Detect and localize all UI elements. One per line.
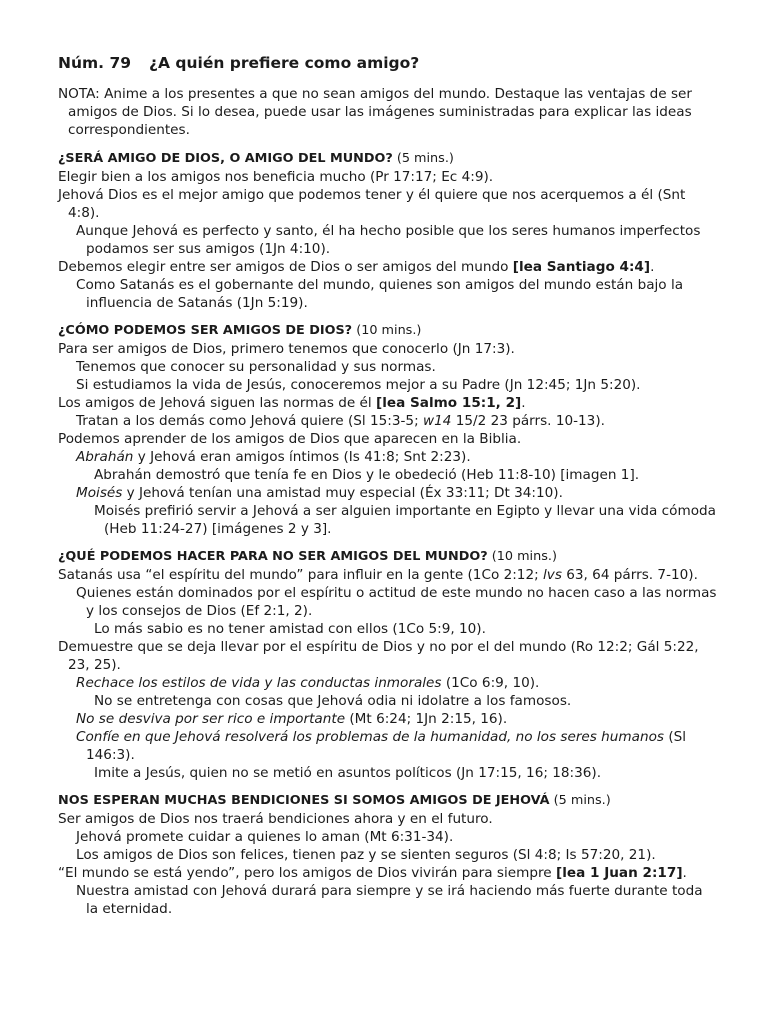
outline-number: Núm. 79	[58, 54, 132, 72]
point-text: .	[650, 259, 655, 275]
point: Para ser amigos de Dios, primero tenemos que conocerlo (Jn 17:3).	[58, 341, 515, 357]
point-text: (Sl 146:3).	[86, 729, 687, 763]
section-heading-text: ¿CÓMO PODEMOS SER AMIGOS DE DIOS?	[58, 323, 353, 338]
point-text: (Mt 6:24; 1Jn 2:15, 16).	[345, 711, 508, 727]
point: Jehová Dios es el mejor amigo que podemos tener y él quiere que nos acerquemos a él (Snt 4:8).	[58, 187, 686, 221]
section-3	[58, 548, 718, 782]
point-text: y Jehová eran amigos íntimos (Is 41:8; Snt 2:23).	[133, 449, 471, 465]
point-text: Los amigos de Jehová siguen las normas de él	[58, 395, 377, 411]
section-4	[58, 792, 718, 918]
section-time: (5 mins.)	[553, 793, 611, 808]
subpoint: Jehová promete cuidar a quienes lo aman (Mt 6:31-34).	[76, 829, 454, 845]
point: Podemos aprender de los amigos de Dios que aparecen en la Biblia.	[58, 431, 522, 447]
point-text: Tratan a los demás como Jehová quiere (Sl 15:3-5;	[76, 413, 423, 429]
point: Ser amigos de Dios nos traerá bendiciones ahora y en el futuro.	[58, 811, 493, 827]
publication-ref: lvs	[543, 567, 562, 583]
section-heading-text: ¿SERÁ AMIGO DE DIOS, O AMIGO DEL MUNDO?	[58, 151, 393, 166]
point	[58, 258, 718, 276]
subpoint: Nuestra amistad con Jehová durará para siempre y se irá haciendo más fuerte durante toda la eternidad.	[76, 883, 703, 917]
page-title	[58, 54, 718, 72]
subpoint	[58, 710, 718, 728]
outline-page	[58, 54, 718, 918]
section-time: (5 mins.)	[396, 151, 454, 166]
subpoint	[58, 728, 718, 764]
outline-title: ¿A quién prefiere como amigo?	[149, 54, 420, 72]
point-text: (1Co 6:9, 10).	[441, 675, 540, 691]
point-text: Debemos elegir entre ser amigos de Dios o ser amigos del mundo	[58, 259, 513, 275]
subpoint: Aunque Jehová es perfecto y santo, él ha hecho posible que los seres humanos imperfectos podamos ser sus amigos (1Jn 4:10).	[76, 223, 701, 257]
section-heading	[58, 322, 718, 340]
point: Demuestre que se deja llevar por el espíritu de Dios y no por el del mundo (Ro 12:2; Gál 5:22, 23, 25).	[58, 639, 699, 673]
point: Elegir bien a los amigos nos beneficia mucho (Pr 17:17; Ec 4:9).	[58, 169, 494, 185]
point	[58, 864, 718, 882]
point	[58, 394, 718, 412]
subpoint	[58, 674, 718, 692]
section-heading	[58, 548, 718, 566]
italic-text: Confíe en que Jehová resolverá los problemas de la humanidad, no los seres humanos	[76, 729, 664, 745]
sub-subpoint: Abrahán demostró que tenía fe en Dios y le obedeció (Heb 11:8-10) [imagen 1].	[94, 467, 640, 483]
point-text: 63, 64 párrs. 7-10).	[561, 567, 698, 583]
italic-name: Abrahán	[76, 449, 134, 465]
note-paragraph: NOTA: Anime a los presentes a que no sean amigos del mundo. Destaque las ventajas de ser amigos de Dios. Si lo desea, puede usar las imágenes suministradas para explicar las ideas correspondientes.	[58, 86, 692, 138]
sub-subpoint: Imite a Jesús, quien no se metió en asuntos políticos (Jn 17:15, 16; 18:36).	[94, 765, 602, 781]
section-heading	[58, 792, 718, 810]
section-time: (10 mins.)	[491, 549, 557, 564]
point-text: 15/2 23 párrs. 10-13).	[451, 413, 605, 429]
point-text: Satanás usa “el espíritu del mundo” para influir en la gente (1Co 2:12;	[58, 567, 544, 583]
subpoint	[58, 412, 718, 430]
point-text: .	[521, 395, 526, 411]
italic-text: No se desviva por ser rico e importante	[76, 711, 346, 727]
publication-ref: w14	[422, 413, 452, 429]
italic-name: Moisés	[76, 485, 123, 501]
section-time: (10 mins.)	[356, 323, 422, 338]
scripture-reading: [lea Salmo 15:1, 2]	[376, 395, 522, 411]
section-1	[58, 150, 718, 312]
point-text: “El mundo se está yendo”, pero los amigos de Dios vivirán para siempre	[58, 865, 556, 881]
scripture-reading: [lea Santiago 4:4]	[512, 259, 651, 275]
point-text: .	[682, 865, 687, 881]
sub-subpoint: Lo más sabio es no tener amistad con ellos (1Co 5:9, 10).	[94, 621, 486, 637]
section-heading	[58, 150, 718, 168]
sub-subpoint: No se entretenga con cosas que Jehová odia ni idolatre a los famosos.	[94, 693, 572, 709]
point	[58, 566, 718, 584]
subpoint: Como Satanás es el gobernante del mundo, quienes son amigos del mundo están bajo la influencia de Satanás (1Jn 5:19).	[76, 277, 684, 311]
point-text: y Jehová tenían una amistad muy especial (Éx 33:11; Dt 34:10).	[122, 485, 563, 501]
section-heading-text: NOS ESPERAN MUCHAS BENDICIONES SI SOMOS AMIGOS DE JEHOVÁ	[58, 793, 550, 808]
subpoint	[58, 484, 718, 502]
italic-text: Rechace los estilos de vida y las conductas inmorales	[76, 675, 442, 691]
subpoint: Si estudiamos la vida de Jesús, conoceremos mejor a su Padre (Jn 12:45; 1Jn 5:20).	[76, 377, 641, 393]
subpoint: Los amigos de Dios son felices, tienen paz y se sienten seguros (Sl 4:8; Is 57:20, 21).	[76, 847, 656, 863]
section-heading-text: ¿QUÉ PODEMOS HACER PARA NO SER AMIGOS DEL MUNDO?	[58, 549, 488, 564]
sub-subpoint: Moisés prefirió servir a Jehová a ser alguien importante en Egipto y llevar una vida cómoda (Heb 11:24-27) [imágenes 2 y 3].	[94, 503, 716, 537]
subpoint: Tenemos que conocer su personalidad y sus normas.	[76, 359, 436, 375]
subpoint: Quienes están dominados por el espíritu o actitud de este mundo no hacen caso a las normas y los consejos de Dios (Ef 2:1, 2).	[76, 585, 717, 619]
subpoint	[58, 448, 718, 466]
scripture-reading: [lea 1 Juan 2:17]	[556, 865, 683, 881]
section-2	[58, 322, 718, 538]
